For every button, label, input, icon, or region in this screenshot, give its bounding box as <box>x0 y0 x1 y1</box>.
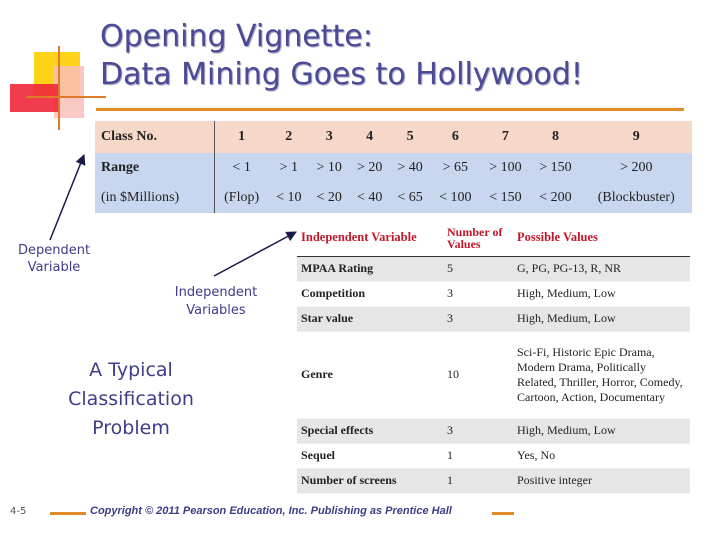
slide-title <box>100 18 700 94</box>
class-header-cell: 5 <box>390 121 430 153</box>
var-table-header-row <box>297 220 690 256</box>
table-row <box>297 281 690 306</box>
deco-line-horizontal <box>26 96 106 98</box>
millions-cell: < 100 <box>430 183 480 213</box>
slide-number: 4-5 <box>10 506 27 517</box>
class-table-range-row <box>95 153 692 183</box>
footer-accent-bar-right <box>492 512 514 515</box>
table-row <box>297 256 690 281</box>
range-cell: > 65 <box>430 153 480 183</box>
typical-classification-label: A Typical Classification Problem <box>68 359 194 439</box>
deco-line-vertical <box>58 46 60 130</box>
range-cell: > 200 <box>581 153 692 183</box>
class-header-cell: Class No. <box>95 121 214 153</box>
var-header-count: Number of Values <box>443 220 513 256</box>
range-cell: > 40 <box>390 153 430 183</box>
independent-variables-label: Independent Variables <box>174 285 258 318</box>
slide-title-line2: Data Mining Goes to Hollywood! <box>100 57 583 92</box>
class-header-cell: 7 <box>480 121 530 153</box>
dependent-arrow <box>50 155 84 240</box>
range-cell: > 100 <box>480 153 530 183</box>
var-header-values: Possible Values <box>513 220 690 256</box>
range-cell: Range <box>95 153 214 183</box>
class-header-cell: 3 <box>309 121 349 153</box>
var-count-cell: 1 <box>443 443 513 468</box>
var-values-cell: High, Medium, Low <box>513 418 690 443</box>
var-name-cell: Genre <box>297 331 443 418</box>
var-values-cell: High, Medium, Low <box>513 281 690 306</box>
var-name-cell: Number of screens <box>297 468 443 493</box>
var-count-cell: 3 <box>443 306 513 331</box>
class-header-cell: 8 <box>530 121 580 153</box>
millions-cell: < 200 <box>530 183 580 213</box>
range-cell: > 1 <box>269 153 309 183</box>
var-name-cell: Special effects <box>297 418 443 443</box>
millions-cell: < 40 <box>349 183 389 213</box>
millions-cell: < 20 <box>309 183 349 213</box>
table-row <box>297 468 690 493</box>
var-name-cell: MPAA Rating <box>297 256 443 281</box>
var-name-cell: Competition <box>297 281 443 306</box>
millions-cell: (in $Millions) <box>95 183 214 213</box>
var-count-cell: 5 <box>443 256 513 281</box>
dependent-variable-label: Dependent Variable <box>17 243 91 275</box>
class-table-millions-row <box>95 183 692 213</box>
class-table-header-row <box>95 121 692 153</box>
var-name-cell: Sequel <box>297 443 443 468</box>
millions-cell: (Blockbuster) <box>581 183 692 213</box>
class-range-table <box>95 121 692 213</box>
class-header-cell: 2 <box>269 121 309 153</box>
var-header-variable: Independent Variable <box>297 220 443 256</box>
var-values-cell: Positive integer <box>513 468 690 493</box>
var-values-cell: Yes, No <box>513 443 690 468</box>
slide-title-line1: Opening Vignette: <box>100 19 373 54</box>
var-name-cell: Star value <box>297 306 443 331</box>
var-values-cell: High, Medium, Low <box>513 306 690 331</box>
range-cell: > 20 <box>349 153 389 183</box>
independent-variables-table <box>297 220 690 494</box>
class-header-cell: 6 <box>430 121 480 153</box>
class-header-cell: 1 <box>214 121 268 153</box>
var-values-cell: G, PG, PG-13, R, NR <box>513 256 690 281</box>
class-header-cell: 4 <box>349 121 389 153</box>
class-header-cell: 9 <box>581 121 692 153</box>
footer-accent-bar <box>50 512 86 515</box>
table-row <box>297 331 690 418</box>
range-cell: > 150 <box>530 153 580 183</box>
var-values-cell: Sci-Fi, Historic Epic Drama, Modern Drama, Politically Related, Thriller, Horror, Comedy, Cartoon, Action, Documentary <box>513 331 690 418</box>
var-count-cell: 10 <box>443 331 513 418</box>
millions-cell: (Flop) <box>214 183 268 213</box>
deco-square-red <box>10 84 58 112</box>
table-row <box>297 443 690 468</box>
independent-arrow <box>214 232 296 276</box>
range-cell: < 1 <box>214 153 268 183</box>
var-count-cell: 1 <box>443 468 513 493</box>
table-row <box>297 418 690 443</box>
var-count-cell: 3 <box>443 418 513 443</box>
var-count-cell: 3 <box>443 281 513 306</box>
title-underline <box>96 108 684 111</box>
millions-cell: < 150 <box>480 183 530 213</box>
millions-cell: < 65 <box>390 183 430 213</box>
range-cell: > 10 <box>309 153 349 183</box>
copyright-notice: Copyright © 2011 Pearson Education, Inc. Publishing as Prentice Hall <box>90 505 452 517</box>
millions-cell: < 10 <box>269 183 309 213</box>
table-row <box>297 306 690 331</box>
